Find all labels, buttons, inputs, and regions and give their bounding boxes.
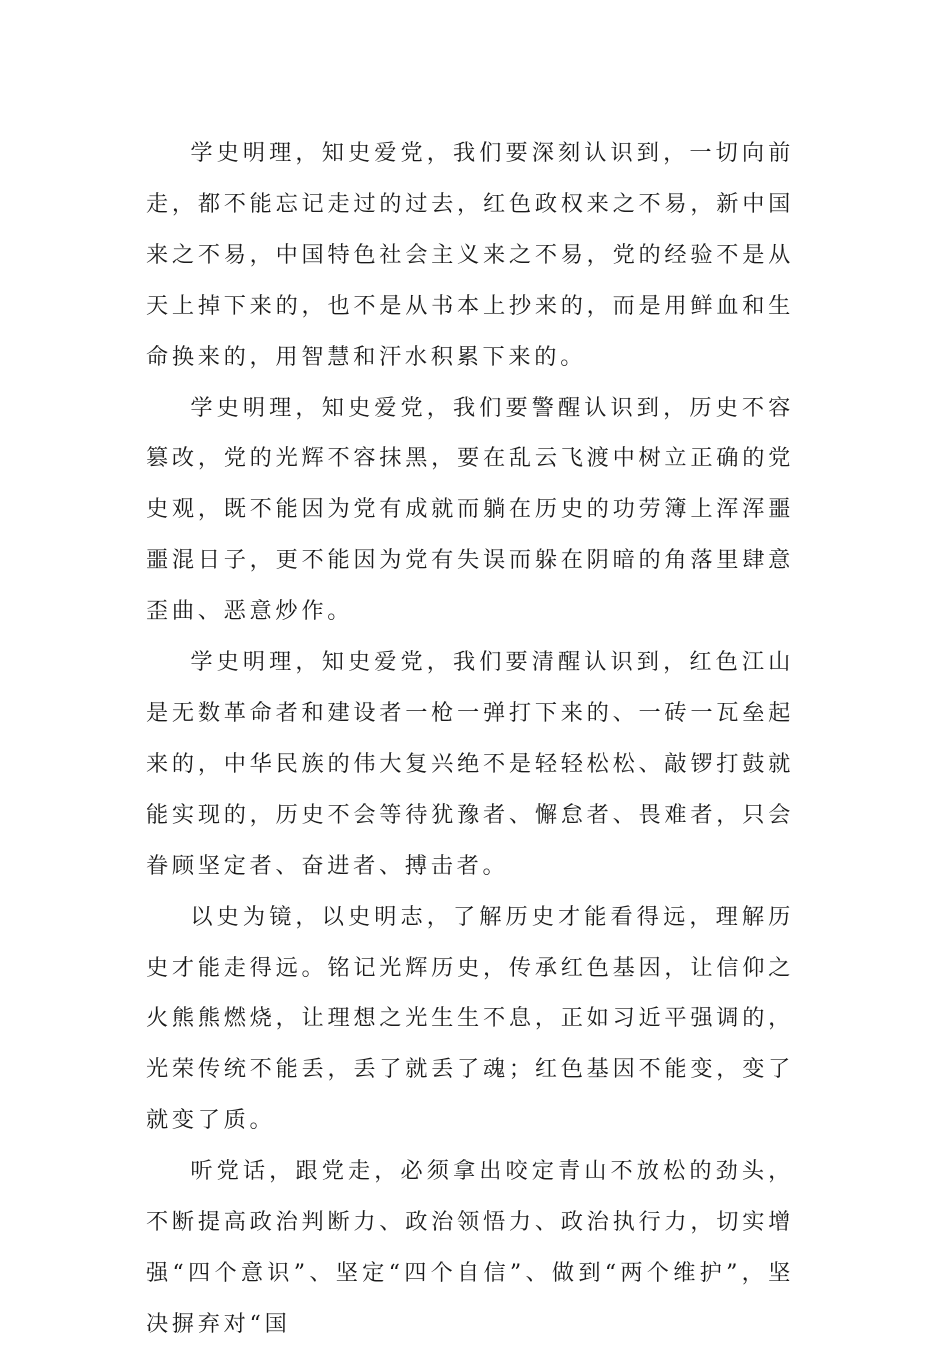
document-body [146,128,794,1350]
paragraph-2: 学史明理，知史爱党，我们要警醒认识到，历史不容篡改，党的光辉不容抹黑，要在乱云飞渡中树立正确的党史观，既不能因为党有成就而躺在历史的功劳簿上浑浑噩噩混日子，更不能因为党有失误而躲在阴暗的角落里肆意歪曲、恶意炒作。 [146,394,794,625]
paragraph-4: 以史为镜，以史明志，了解历史才能看得远，理解历史才能走得远。铭记光辉历史，传承红色基因，让信仰之火熊熊燃烧，让理想之光生生不息，正如习近平强调的，光荣传统不能丢，丢了就丢了魂；红色基因不能变，变了就变了质。 [146,903,794,1134]
paragraph-5: 听党话，跟党走，必须拿出咬定青山不放松的劲头，不断提高政治判断力、政治领悟力、政治执行力，切实增强“四个意识”、坚定“四个自信”、做到“两个维护”，坚决摒弃对“国 [146,1158,794,1337]
paragraph-1: 学史明理，知史爱党，我们要深刻认识到，一切向前走，都不能忘记走过的过去，红色政权来之不易，新中国来之不易，中国特色社会主义来之不易，党的经验不是从天上掉下来的，也不是从书本上抄来的，而是用鲜血和生命换来的，用智慧和汗水积累下来的。 [146,140,794,370]
paragraph-3: 学史明理，知史爱党，我们要清醒认识到，红色江山是无数革命者和建设者一枪一弹打下来的、一砖一瓦垒起来的，中华民族的伟大复兴绝不是轻轻松松、敲锣打鼓就能实现的，历史不会等待犹豫者、懈怠者、畏难者，只会眷顾坚定者、奋进者、搏击者。 [146,649,794,879]
